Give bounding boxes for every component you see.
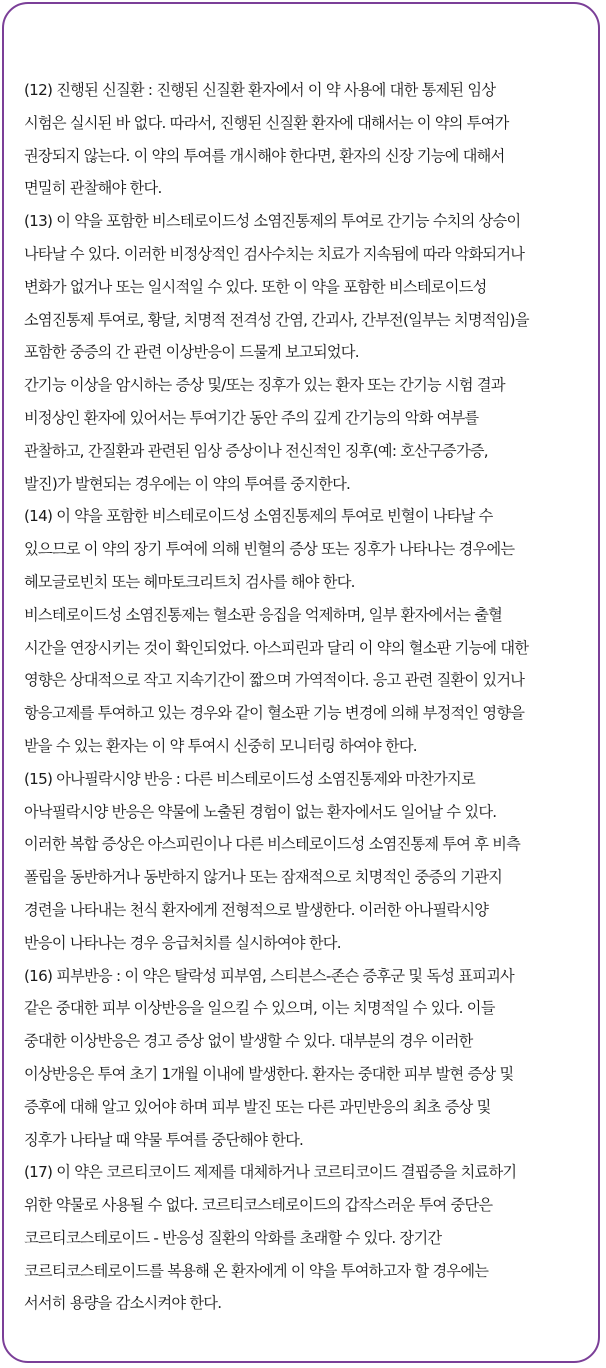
text-line: 헤모글로빈치 또는 헤마토크리트치 검사를 해야 한다. bbox=[24, 572, 355, 591]
text-line: 발진)가 발현되는 경우에는 이 약의 투여를 중지한다. bbox=[24, 474, 351, 493]
text-line: 시험은 실시된 바 없다. 따라서, 진행된 신질환 환자에 대해서는 이 약의 투여가 bbox=[24, 113, 509, 132]
text-line: 항응고제를 투여하고 있는 경우와 같이 혈소판 기능 변경에 의해 부정적인 영향을 bbox=[24, 704, 525, 723]
text-line: 비스테로이드성 소염진통제는 혈소판 응집을 억제하며, 일부 환자에서는 출혈 bbox=[24, 605, 503, 624]
text-line: (16) 피부반응 : 이 약은 탈락성 피부염, 스티븐스-존슨 증후군 및 독성 표피괴사 bbox=[24, 966, 514, 985]
text-line: 반응이 나타나는 경우 응급처치를 실시하여야 한다. bbox=[24, 933, 341, 952]
text-line: 받을 수 있는 환자는 이 약 투여시 신중히 모니터링 하여야 한다. bbox=[24, 736, 417, 755]
text-line: 나타날 수 있다. 이러한 비정상적인 검사수치는 치료가 지속됨에 따라 악화되거나 bbox=[24, 244, 525, 263]
text-line: 간기능 이상을 암시하는 증상 및/또는 징후가 있는 환자 또는 간기능 시험 결과 bbox=[24, 376, 505, 395]
text-line: 경련을 나타내는 천식 환자에게 전형적으로 발생한다. 이러한 아나필락시양 bbox=[24, 900, 489, 919]
text-line: 위한 약물로 사용될 수 없다. 코르티코스테로이드의 갑작스러운 투여 중단은 bbox=[24, 1196, 493, 1215]
text-line: (17) 이 약은 코르티코이드 제제를 대체하거나 코르티코이드 결핍증을 치료하기 bbox=[24, 1163, 517, 1182]
text-line: 코르티코스테로이드 - 반응성 질환의 악화를 초래할 수 있다. 장기간 bbox=[24, 1228, 442, 1247]
text-line: 있으므로 이 약의 장기 투여에 의해 빈혈의 증상 또는 징후가 나타나는 경우에는 bbox=[24, 540, 515, 559]
text-line: 변화가 없거나 또는 일시적일 수 있다. 또한 이 약을 포함한 비스테로이드성 bbox=[24, 277, 487, 296]
document-frame bbox=[2, 2, 600, 1363]
text-line: 증후에 대해 알고 있어야 하며 피부 발진 또는 다른 과민반응의 최초 증상 및 bbox=[24, 1097, 491, 1116]
text-line: 징후가 나타날 때 약물 투여를 중단해야 한다. bbox=[24, 1130, 304, 1149]
text-line: 코르티코스테로이드를 복용해 온 환자에게 이 약을 투여하고자 할 경우에는 bbox=[24, 1261, 489, 1280]
text-line: 소염진통제 투여로, 황달, 치명적 전격성 간염, 간괴사, 간부전(일부는 치명적임)을 bbox=[24, 310, 529, 329]
text-line: 면밀히 관찰해야 한다. bbox=[24, 179, 162, 198]
text-line: 아낙필락시양 반응은 약물에 노출된 경험이 없는 환자에서도 일어날 수 있다. bbox=[24, 802, 497, 821]
text-line: 권장되지 않는다. 이 약의 투여를 개시해야 한다면, 환자의 신장 기능에 대해서 bbox=[24, 146, 505, 165]
text-line: 중대한 이상반응은 경고 증상 없이 발생할 수 있다. 대부분의 경우 이러한 bbox=[24, 1032, 473, 1051]
text-line: 이러한 복합 증상은 아스피린이나 다른 비스테로이드성 소염진통제 투여 후 비측 bbox=[24, 835, 521, 854]
document-body bbox=[24, 74, 596, 1320]
text-line: 영향은 상대적으로 작고 지속기간이 짧으며 가역적이다. 응고 관련 질환이 있거나 bbox=[24, 671, 525, 690]
text-line: 비정상인 환자에 있어서는 투여기간 동안 주의 깊게 간기능의 악화 여부를 bbox=[24, 408, 479, 427]
text-line: (13) 이 약을 포함한 비스테로이드성 소염진통제의 투여로 간기능 수치의 상승이 bbox=[24, 212, 521, 231]
text-line: 서서히 용량을 감소시켜야 한다. bbox=[24, 1294, 222, 1313]
text-line: 이상반응은 투여 초기 1개월 이내에 발생한다. 환자는 중대한 피부 발현 증상 및 bbox=[24, 1064, 514, 1083]
text-line: 관찰하고, 간질환과 관련된 임상 증상이나 전신적인 징후(예: 호산구증가증, bbox=[24, 441, 488, 460]
text-line: (15) 아나필락시양 반응 : 다른 비스테로이드성 소염진통제와 마찬가지로 bbox=[24, 769, 475, 788]
text-line: (14) 이 약을 포함한 비스테로이드성 소염진통제의 투여로 빈혈이 나타날 수 bbox=[24, 507, 493, 526]
text-line: 같은 중대한 피부 이상반응을 일으킬 수 있으며, 이는 치명적일 수 있다. 이들 bbox=[24, 999, 495, 1018]
text-line: (12) 진행된 신질환 : 진행된 신질환 환자에서 이 약 사용에 대한 통제된 임상 bbox=[24, 81, 496, 99]
text-line: 폴립을 동반하거나 동반하지 않거나 또는 잠재적으로 치명적인 중증의 기관지 bbox=[24, 868, 503, 887]
text-line: 시간을 연장시키는 것이 확인되었다. 아스피린과 달리 이 약의 혈소판 기능에 대한 bbox=[24, 638, 529, 657]
text-line: 포함한 중증의 간 관련 이상반응이 드물게 보고되었다. bbox=[24, 343, 359, 362]
